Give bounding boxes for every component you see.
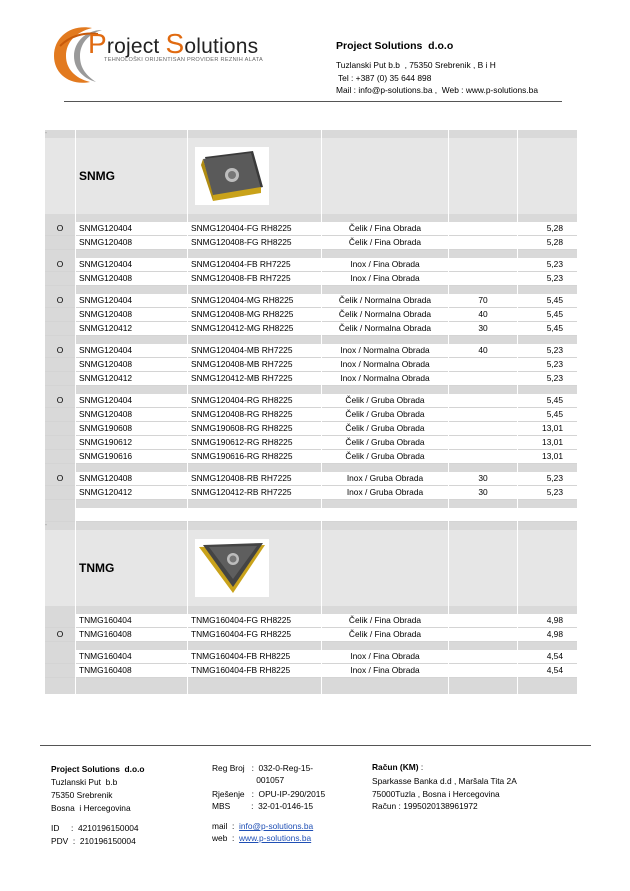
- row-description: Čelik / Gruba Obrada: [322, 394, 448, 408]
- row-quantity: 30: [449, 486, 517, 500]
- header-divider: [64, 101, 562, 102]
- table-row: [45, 394, 577, 408]
- table-row: [45, 272, 577, 286]
- logo-tagline: TEHNOLOŠKI ORIJENTISAN PROVIDER REZNIH ALATA: [104, 57, 264, 63]
- row-product-code: SNMG190608-RG RH8225: [188, 422, 321, 436]
- footer-rjesenje: Rješenje : OPU-IP-290/2015: [212, 789, 326, 799]
- row-quantity: [449, 236, 517, 250]
- row-price: 13,01: [518, 436, 577, 450]
- row-product-code: SNMG120404-RG RH8225: [188, 394, 321, 408]
- row-product-code: TNMG160404-FB RH8225: [188, 650, 321, 664]
- row-quantity: [449, 358, 517, 372]
- row-price: 5,23: [518, 358, 577, 372]
- row-marker: [45, 664, 75, 678]
- group-marker: ": [45, 132, 47, 138]
- footer-address-3: Bosna i Hercegovina: [51, 803, 131, 813]
- group-top-separator: [45, 522, 577, 530]
- row-marker: [45, 372, 75, 386]
- footer-mail-row: [212, 820, 313, 833]
- row-description: Inox / Gruba Obrada: [322, 486, 448, 500]
- row-quantity: [449, 222, 517, 236]
- row-price: 4,54: [518, 664, 577, 678]
- separator-row: [45, 642, 577, 650]
- row-quantity: [449, 628, 517, 642]
- row-quantity: 40: [449, 344, 517, 358]
- row-description: Inox / Normalna Obrada: [322, 344, 448, 358]
- product-table: [44, 130, 576, 694]
- footer-mail-link[interactable]: info@p-solutions.ba: [239, 821, 314, 831]
- closing-separator: [45, 686, 577, 694]
- row-marker: [45, 486, 75, 500]
- table-row: [45, 408, 577, 422]
- row-product-code: TNMG160404-FG RH8225: [188, 628, 321, 642]
- row-marker: [45, 408, 75, 422]
- table-row: [45, 436, 577, 450]
- footer-bank: Sparkasse Banka d.d , Maršala Tita 2A: [372, 776, 517, 786]
- row-designation: SNMG120404: [76, 394, 187, 408]
- footer-mail-label: mail :: [212, 821, 239, 831]
- table-row: [45, 344, 577, 358]
- group-image-cell: [188, 138, 321, 214]
- row-price: 5,23: [518, 272, 577, 286]
- group-family-name: SNMG: [76, 138, 187, 214]
- company-address: Tuzlanski Put b.b , 75350 Srebrenik , B i H: [336, 60, 496, 70]
- group-top-separator: [45, 130, 577, 138]
- footer-divider: [40, 745, 591, 746]
- row-product-code: SNMG190612-RG RH8225: [188, 436, 321, 450]
- row-marker: [45, 614, 75, 628]
- row-marker: O: [45, 394, 75, 408]
- row-quantity: [449, 436, 517, 450]
- row-designation: SNMG120404: [76, 222, 187, 236]
- row-designation: SNMG120408: [76, 236, 187, 250]
- row-price: 5,45: [518, 294, 577, 308]
- company-mail-web: Mail : info@p-solutions.ba , Web : www.p-solutions.ba: [336, 85, 538, 95]
- row-quantity: [449, 450, 517, 464]
- table-row: [45, 628, 577, 642]
- company-phone: Tel : +387 (0) 35 644 898: [338, 73, 432, 83]
- footer-id: ID : 4210196150004: [51, 823, 139, 833]
- footer-mbs: MBS : 32-01-0146-15: [212, 801, 314, 811]
- group-header-row: [45, 530, 577, 606]
- row-designation: TNMG160404: [76, 614, 187, 628]
- separator-row: [45, 336, 577, 344]
- table-row: [45, 358, 577, 372]
- row-designation: SNMG120408: [76, 408, 187, 422]
- row-product-code: SNMG120412-RB RH7225: [188, 486, 321, 500]
- footer-racun-number: Račun : 1995020138961972: [372, 801, 478, 811]
- snmg-insert-image: [195, 147, 269, 205]
- row-quantity: [449, 372, 517, 386]
- row-quantity: [449, 394, 517, 408]
- row-description: Čelik / Fina Obrada: [322, 614, 448, 628]
- footer-address-1: Tuzlanski Put b.b: [51, 777, 118, 787]
- row-price: 13,01: [518, 422, 577, 436]
- footer-reg-broj: Reg Broj : 032-0-Reg-15-: [212, 763, 314, 773]
- table-row: [45, 664, 577, 678]
- row-quantity: [449, 272, 517, 286]
- row-product-code: SNMG120404-MB RH7225: [188, 344, 321, 358]
- row-product-code: SNMG120404-FG RH8225: [188, 222, 321, 236]
- table-row: [45, 308, 577, 322]
- row-product-code: TNMG160404-FG RH8225: [188, 614, 321, 628]
- group-header-row: [45, 138, 577, 214]
- row-product-code: SNMG120408-MB RH7225: [188, 358, 321, 372]
- row-product-code: SNMG120404-FB RH7225: [188, 258, 321, 272]
- footer-bank-address: 75000Tuzla , Bosna i Hercegovina: [372, 789, 500, 799]
- row-marker: [45, 436, 75, 450]
- row-quantity: 40: [449, 308, 517, 322]
- table-row: [45, 258, 577, 272]
- row-designation: SNMG120404: [76, 258, 187, 272]
- row-product-code: SNMG120408-MG RH8225: [188, 308, 321, 322]
- footer-pdv: PDV : 210196150004: [51, 836, 136, 846]
- row-description: Inox / Fina Obrada: [322, 258, 448, 272]
- row-description: Čelik / Fina Obrada: [322, 236, 448, 250]
- row-designation: SNMG120408: [76, 358, 187, 372]
- row-price: 5,23: [518, 344, 577, 358]
- separator-row: [45, 500, 577, 508]
- separator-row: [45, 678, 577, 686]
- row-product-code: SNMG120412-MG RH8225: [188, 322, 321, 336]
- table-row: [45, 422, 577, 436]
- table-row: [45, 222, 577, 236]
- row-description: Inox / Gruba Obrada: [322, 472, 448, 486]
- table-row: [45, 450, 577, 464]
- row-designation: SNMG190616: [76, 450, 187, 464]
- separator-row: [45, 386, 577, 394]
- row-marker: [45, 272, 75, 286]
- row-description: Čelik / Gruba Obrada: [322, 422, 448, 436]
- table-row: [45, 650, 577, 664]
- row-product-code: SNMG120404-MG RH8225: [188, 294, 321, 308]
- row-marker: O: [45, 222, 75, 236]
- row-marker: [45, 322, 75, 336]
- row-quantity: [449, 408, 517, 422]
- row-marker: O: [45, 258, 75, 272]
- row-designation: SNMG120404: [76, 294, 187, 308]
- footer-web-row: [212, 832, 311, 845]
- row-price: 5,23: [518, 472, 577, 486]
- row-quantity: 30: [449, 472, 517, 486]
- table-row: [45, 472, 577, 486]
- table-row: [45, 372, 577, 386]
- footer-racun-colon: :: [418, 762, 424, 772]
- row-marker: O: [45, 344, 75, 358]
- footer-web-link[interactable]: www.p-solutions.ba: [239, 833, 312, 843]
- row-designation: SNMG120404: [76, 344, 187, 358]
- row-product-code: SNMG190616-RG RH8225: [188, 450, 321, 464]
- row-price: 5,45: [518, 394, 577, 408]
- row-designation: SNMG120412: [76, 372, 187, 386]
- row-product-code: SNMG120412-MB RH7225: [188, 372, 321, 386]
- logo-wordmark: Project Solutions: [88, 28, 259, 59]
- row-designation: TNMG160404: [76, 650, 187, 664]
- row-designation: SNMG120412: [76, 322, 187, 336]
- row-description: Inox / Normalna Obrada: [322, 358, 448, 372]
- row-description: Čelik / Normalna Obrada: [322, 308, 448, 322]
- row-price: 5,28: [518, 236, 577, 250]
- row-marker: [45, 450, 75, 464]
- footer-company: Project Solutions d.o.o: [51, 764, 145, 774]
- row-marker: [45, 422, 75, 436]
- row-quantity: 30: [449, 322, 517, 336]
- footer-web-label: web :: [212, 833, 239, 843]
- table-row: [45, 236, 577, 250]
- row-designation: SNMG120408: [76, 308, 187, 322]
- group-image-cell: [188, 530, 321, 606]
- row-designation: SNMG190608: [76, 422, 187, 436]
- footer-racun-title-text: Račun (KM): [372, 762, 419, 772]
- row-quantity: [449, 258, 517, 272]
- row-price: 4,98: [518, 614, 577, 628]
- table-row: [45, 486, 577, 500]
- row-description: Čelik / Normalna Obrada: [322, 294, 448, 308]
- row-price: 4,98: [518, 628, 577, 642]
- row-designation: SNMG120408: [76, 272, 187, 286]
- row-designation: TNMG160408: [76, 664, 187, 678]
- row-price: 4,54: [518, 650, 577, 664]
- separator-row: [45, 250, 577, 258]
- row-price: 5,45: [518, 408, 577, 422]
- row-price: 5,23: [518, 258, 577, 272]
- row-description: Inox / Normalna Obrada: [322, 372, 448, 386]
- row-product-code: TNMG160404-FB RH8225: [188, 664, 321, 678]
- row-designation: SNMG120412: [76, 486, 187, 500]
- separator-row: [45, 286, 577, 294]
- row-designation: SNMG190612: [76, 436, 187, 450]
- row-quantity: [449, 614, 517, 628]
- row-description: Čelik / Gruba Obrada: [322, 450, 448, 464]
- row-price: 5,23: [518, 372, 577, 386]
- row-quantity: [449, 650, 517, 664]
- row-description: Čelik / Gruba Obrada: [322, 436, 448, 450]
- row-quantity: 70: [449, 294, 517, 308]
- row-product-code: SNMG120408-FB RH7225: [188, 272, 321, 286]
- tnmg-insert-image: [195, 539, 269, 597]
- row-marker: O: [45, 294, 75, 308]
- row-marker: O: [45, 628, 75, 642]
- row-price: 5,28: [518, 222, 577, 236]
- row-designation: SNMG120408: [76, 472, 187, 486]
- row-marker: [45, 308, 75, 322]
- row-product-code: SNMG120408-FG RH8225: [188, 236, 321, 250]
- company-name: Project Solutions d.o.o: [336, 40, 454, 52]
- row-marker: [45, 236, 75, 250]
- row-description: Čelik / Fina Obrada: [322, 222, 448, 236]
- row-description: Inox / Fina Obrada: [322, 664, 448, 678]
- footer-address-2: 75350 Srebrenik: [51, 790, 113, 800]
- row-quantity: [449, 422, 517, 436]
- table-row: [45, 294, 577, 308]
- row-description: Čelik / Normalna Obrada: [322, 322, 448, 336]
- row-description: Čelik / Fina Obrada: [322, 628, 448, 642]
- separator-row: [45, 214, 577, 222]
- row-description: Inox / Fina Obrada: [322, 650, 448, 664]
- row-price: 13,01: [518, 450, 577, 464]
- group-marker: ": [45, 524, 47, 530]
- row-description: Inox / Fina Obrada: [322, 272, 448, 286]
- row-marker: O: [45, 472, 75, 486]
- row-quantity: [449, 664, 517, 678]
- table-row: [45, 614, 577, 628]
- separator-row: [45, 464, 577, 472]
- blank-row: [45, 508, 577, 522]
- row-price: 5,23: [518, 486, 577, 500]
- row-description: Čelik / Gruba Obrada: [322, 408, 448, 422]
- row-marker: [45, 358, 75, 372]
- row-price: 5,45: [518, 308, 577, 322]
- table-row: [45, 322, 577, 336]
- footer-racun-title: [372, 761, 423, 774]
- group-family-name: TNMG: [76, 530, 187, 606]
- row-product-code: SNMG120408-RG RH8225: [188, 408, 321, 422]
- row-designation: TNMG160408: [76, 628, 187, 642]
- row-product-code: SNMG120408-RB RH7225: [188, 472, 321, 486]
- separator-row: [45, 606, 577, 614]
- row-marker: [45, 650, 75, 664]
- footer-reg-broj-cont: 001057: [212, 775, 285, 785]
- row-price: 5,45: [518, 322, 577, 336]
